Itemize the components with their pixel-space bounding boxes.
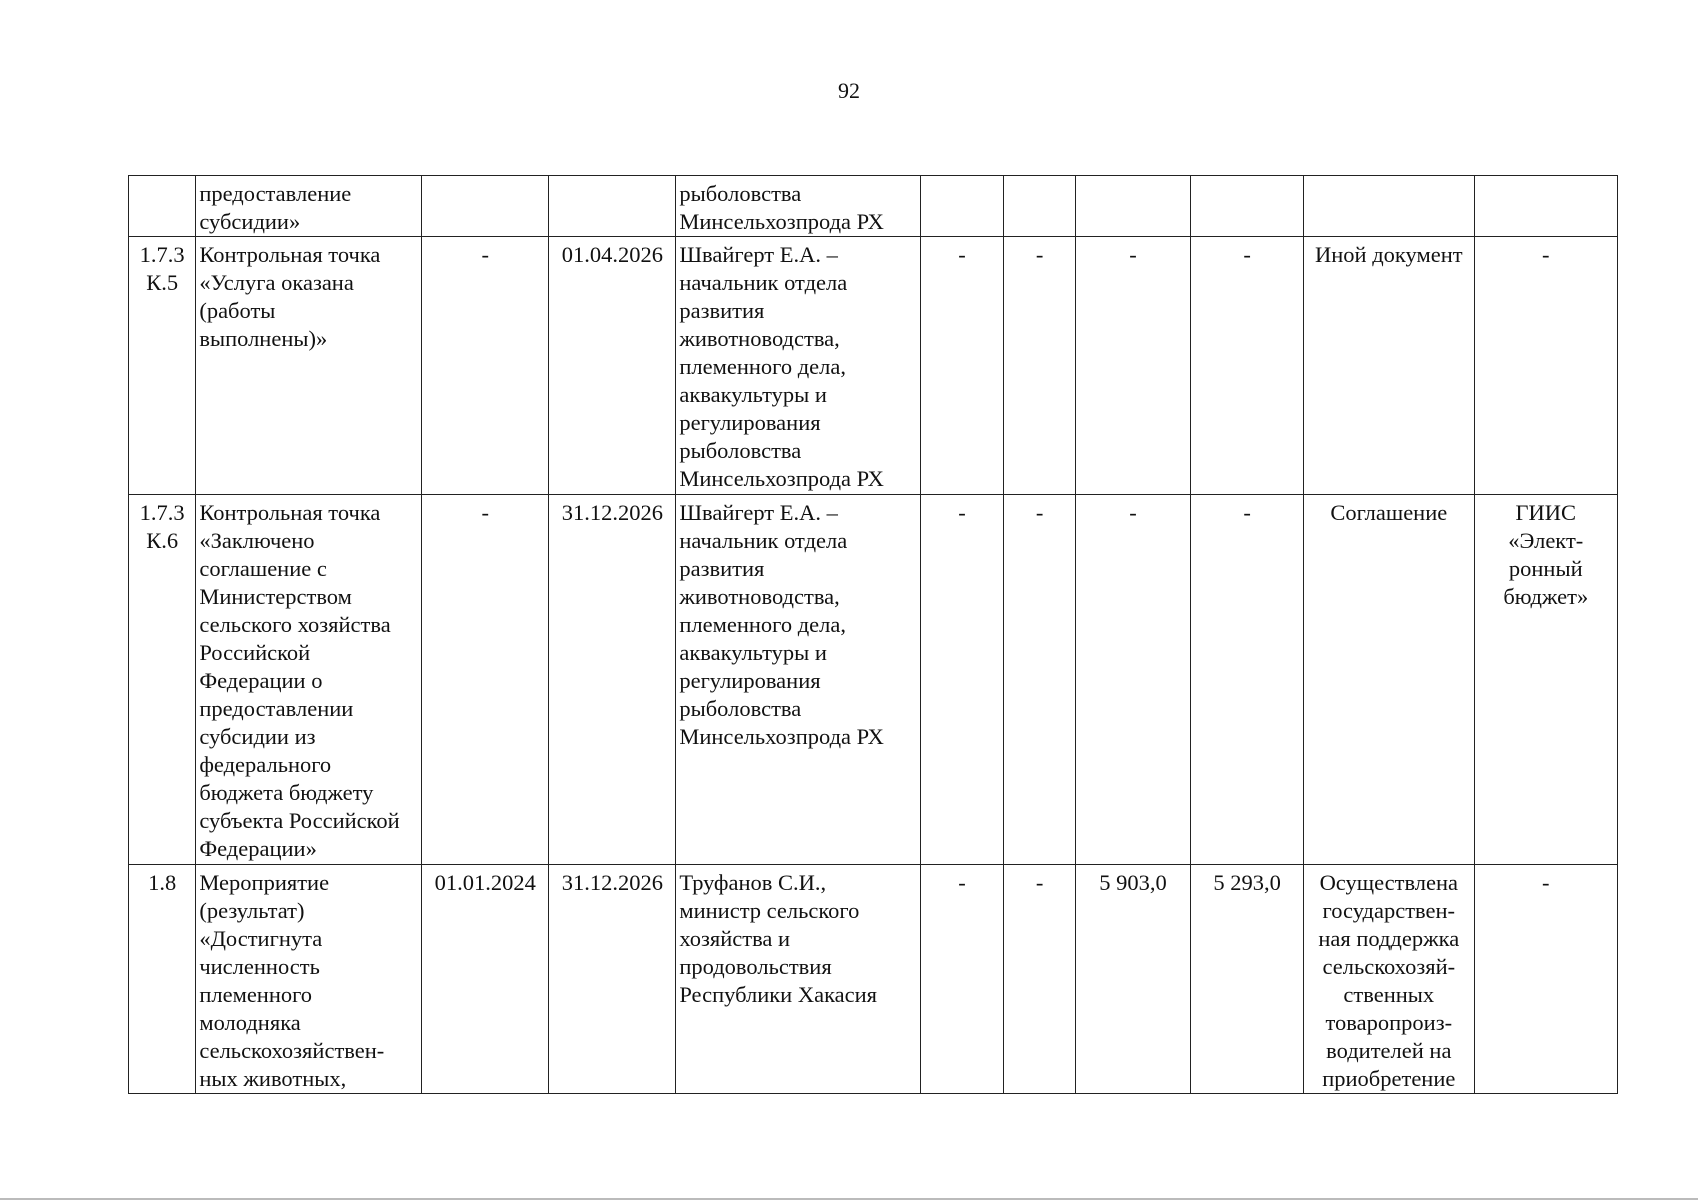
program-table bbox=[128, 175, 1618, 1094]
table-row bbox=[129, 495, 1618, 865]
system-cell: - bbox=[1474, 237, 1617, 495]
value-cell-1: - bbox=[920, 495, 1004, 865]
row-number-cell bbox=[129, 176, 196, 237]
value-cell-4 bbox=[1191, 176, 1304, 237]
table-row bbox=[129, 237, 1618, 495]
name-cell: Мероприятие (результат) «Достигнута численность племенного молодняка сельскохозяйствен- ных животных, bbox=[196, 865, 422, 1094]
name-cell: предоставление субсидии» bbox=[196, 176, 422, 237]
document-cell: Иной документ bbox=[1304, 237, 1475, 495]
end-date-cell: 01.04.2026 bbox=[549, 237, 676, 495]
system-cell bbox=[1474, 176, 1617, 237]
value-cell-2 bbox=[1004, 176, 1076, 237]
value-cell-3: - bbox=[1076, 495, 1191, 865]
page-number: 92 bbox=[838, 78, 860, 103]
value-cell-4: - bbox=[1191, 495, 1304, 865]
start-date-cell: - bbox=[422, 237, 549, 495]
value-cell-4: - bbox=[1191, 237, 1304, 495]
table-body bbox=[129, 176, 1618, 1094]
value-cell-2: - bbox=[1004, 495, 1076, 865]
value-cell-4: 5 293,0 bbox=[1191, 865, 1304, 1094]
row-number-cell: 1.8 bbox=[129, 865, 196, 1094]
value-cell-1: - bbox=[920, 865, 1004, 1094]
end-date-cell: 31.12.2026 bbox=[549, 495, 676, 865]
document-cell: Соглашение bbox=[1304, 495, 1475, 865]
system-cell: ГИИС «Элект- ронный бюджет» bbox=[1474, 495, 1617, 865]
value-cell-3: 5 903,0 bbox=[1076, 865, 1191, 1094]
value-cell-2: - bbox=[1004, 237, 1076, 495]
table-row bbox=[129, 176, 1618, 237]
value-cell-2: - bbox=[1004, 865, 1076, 1094]
system-cell: - bbox=[1474, 865, 1617, 1094]
start-date-cell: 01.01.2024 bbox=[422, 865, 549, 1094]
value-cell-3: - bbox=[1076, 237, 1191, 495]
end-date-cell: 31.12.2026 bbox=[549, 865, 676, 1094]
row-number-cell: 1.7.3 К.6 bbox=[129, 495, 196, 865]
row-number-cell: 1.7.3 К.5 bbox=[129, 237, 196, 495]
start-date-cell: - bbox=[422, 495, 549, 865]
value-cell-1: - bbox=[920, 237, 1004, 495]
responsible-cell: Швайгерт Е.А. – начальник отдела развития животноводства, племенного дела, аквакультуры и регулирования рыболовства Минсельхозпрода РХ bbox=[676, 495, 920, 865]
name-cell: Контрольная точка «Услуга оказана (работы выполнены)» bbox=[196, 237, 422, 495]
document-cell: Осуществлена государствен- ная поддержка сельскохозяй- ственных товаропроиз- водителей на приобретение bbox=[1304, 865, 1475, 1094]
responsible-cell: Швайгерт Е.А. – начальник отдела развития животноводства, племенного дела, аквакультуры и регулирования рыболовства Минсельхозпрода РХ bbox=[676, 237, 920, 495]
end-date-cell bbox=[549, 176, 676, 237]
responsible-cell: рыболовства Минсельхозпрода РХ bbox=[676, 176, 920, 237]
value-cell-3 bbox=[1076, 176, 1191, 237]
table-row bbox=[129, 865, 1618, 1094]
responsible-cell: Труфанов С.И., министр сельского хозяйства и продовольствия Республики Хакасия bbox=[676, 865, 920, 1094]
value-cell-1 bbox=[920, 176, 1004, 237]
start-date-cell bbox=[422, 176, 549, 237]
name-cell: Контрольная точка «Заключено соглашение с Министерством сельского хозяйства Российской Федерации о предоставлении субсидии из федерального бюджета бюджету субъекта Российской Федерации» bbox=[196, 495, 422, 865]
document-cell bbox=[1304, 176, 1475, 237]
